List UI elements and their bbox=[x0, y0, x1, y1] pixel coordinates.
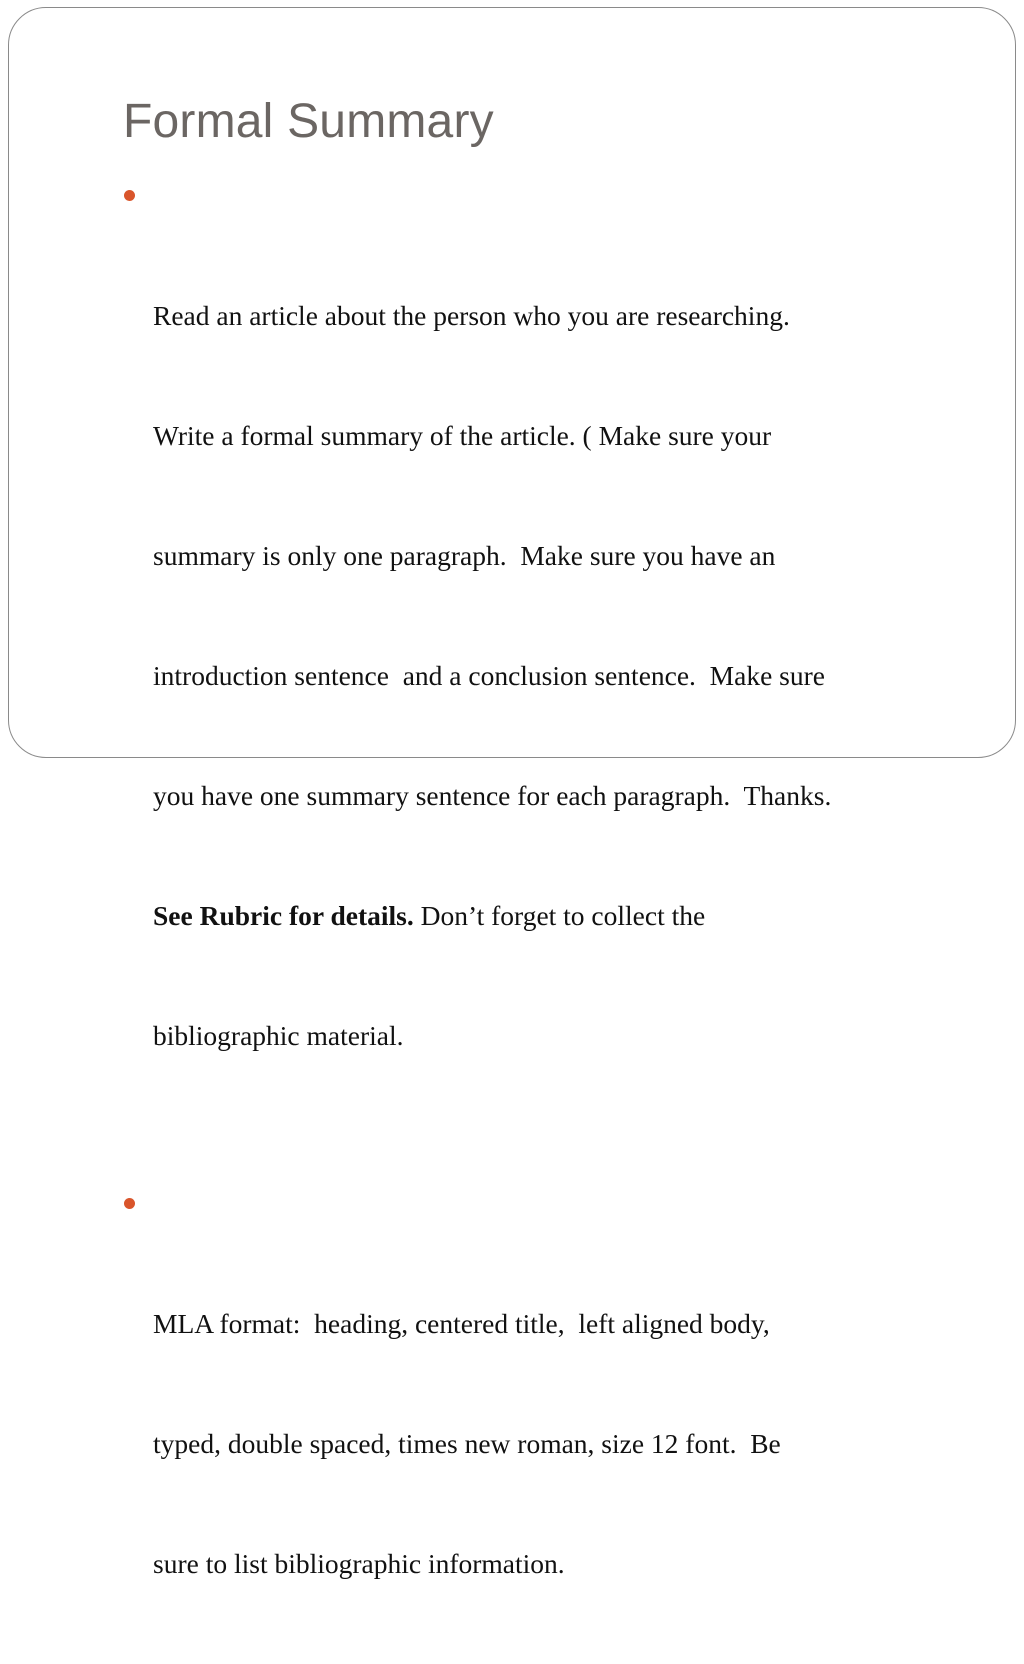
bullet-text-line: you have one summary sentence for each paragraph. Thanks. bbox=[153, 780, 832, 811]
bullet-item-mla-format bbox=[122, 1184, 992, 1664]
bullet-text-line-rubric bbox=[153, 896, 992, 936]
bullet-text-line: summary is only one paragraph. Make sure you have an bbox=[153, 540, 776, 571]
rubric-note-bold: See Rubric for details. bbox=[153, 900, 414, 931]
slide-title: Formal Summary bbox=[123, 95, 494, 148]
bullet-list bbox=[122, 176, 992, 1664]
collect-material-text: Don’t forget to collect the bbox=[413, 900, 706, 931]
slide-frame bbox=[8, 7, 1016, 1579]
bullet-text-line: MLA format: heading, centered title, left aligned body, bbox=[153, 1308, 770, 1339]
bullet-text-line: introduction sentence and a conclusion sentence. Make sure bbox=[153, 660, 825, 691]
bullet-text-line: Write a formal summary of the article. ( Make sure your bbox=[153, 420, 772, 451]
bullet-text-line: bibliographic material. bbox=[153, 1020, 404, 1051]
bullet-dot-icon bbox=[124, 1198, 135, 1209]
bullet-text-line: Read an article about the person who you are researching. bbox=[153, 300, 790, 331]
bullet-text-line: typed, double spaced, times new roman, size 12 font. Be bbox=[153, 1428, 781, 1459]
bullet-item-summary-instructions bbox=[122, 176, 992, 1136]
bullet-dot-icon bbox=[124, 190, 135, 201]
bullet-text-line: sure to list bibliographic information. bbox=[153, 1548, 565, 1579]
